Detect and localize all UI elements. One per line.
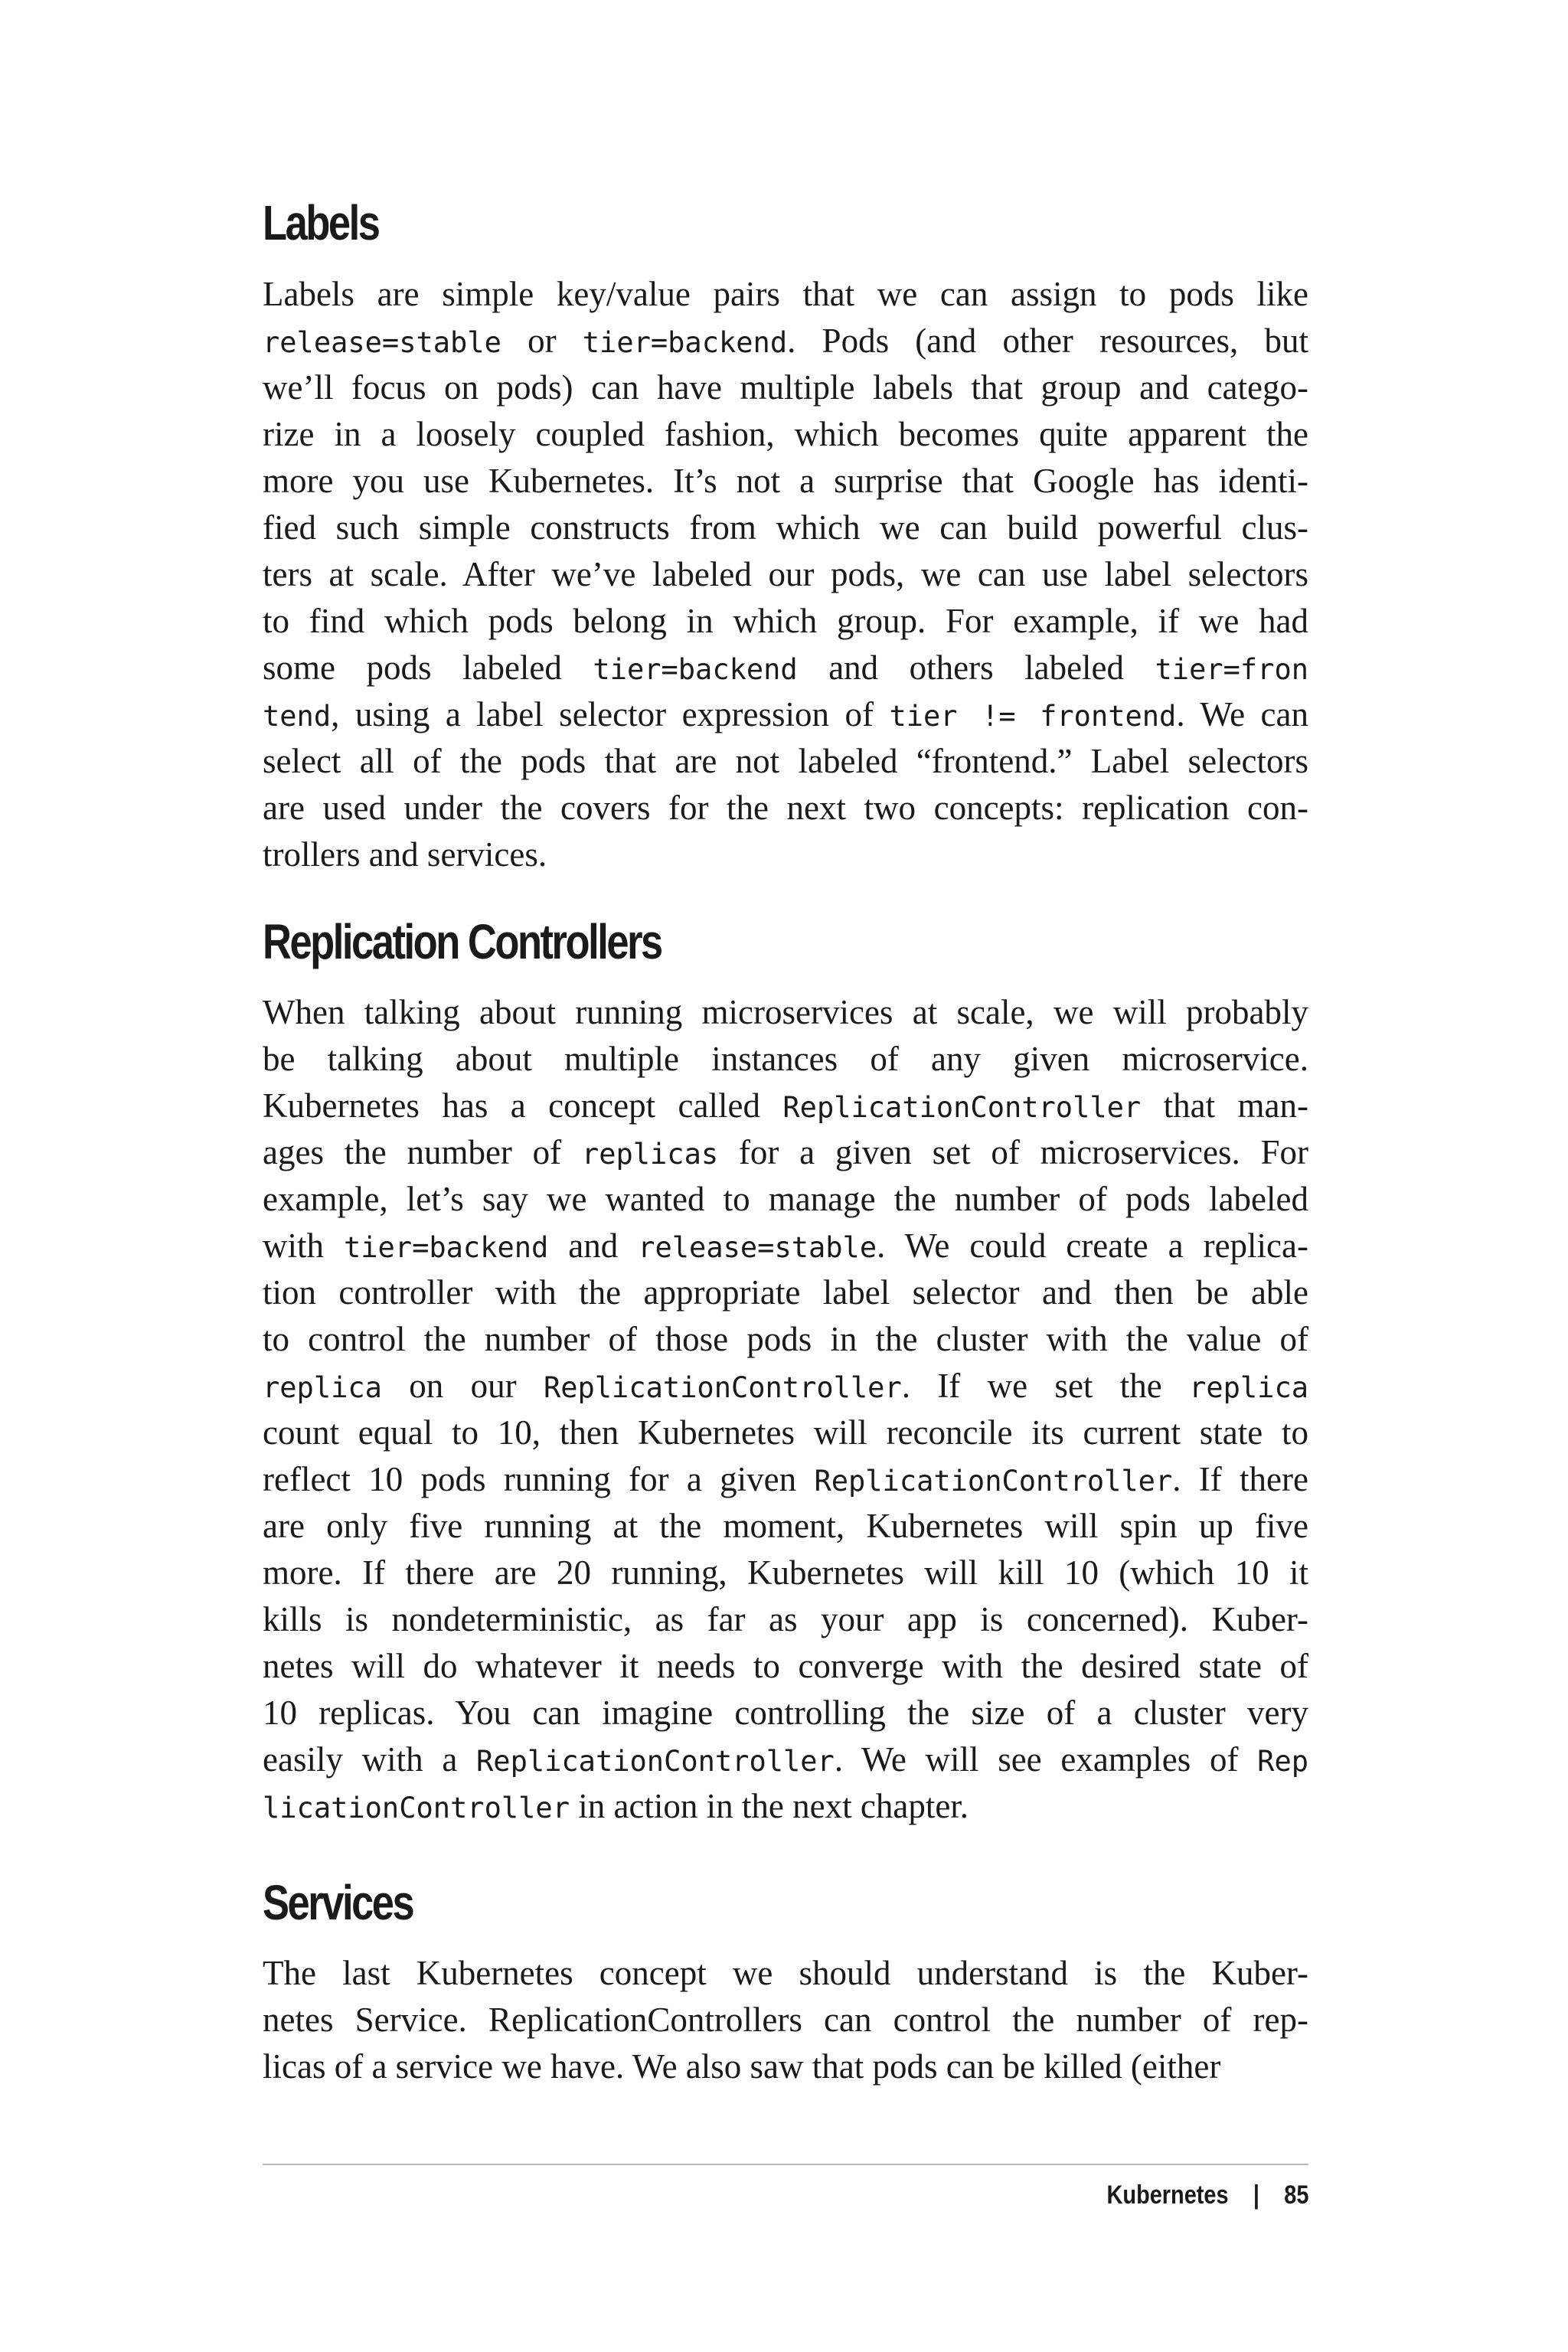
text-line <box>263 271 1308 318</box>
inline-code: tend <box>263 700 332 733</box>
text-line <box>263 318 1308 364</box>
footer-separator: | <box>1253 2180 1259 2210</box>
text-line <box>263 645 1308 691</box>
text-run: . We can <box>1176 695 1308 733</box>
text-run: ters at scale. After we’ve labeled our pods, we can use label selectors <box>263 555 1308 593</box>
text-line <box>263 1950 1308 1997</box>
text-run: we’ll focus on pods) can have multiple labels that group and catego- <box>263 368 1308 407</box>
text-line <box>263 1410 1308 1456</box>
text-line <box>263 989 1308 1036</box>
text-line <box>263 1736 1308 1783</box>
text-line <box>263 1129 1308 1176</box>
text-run: rize in a loosely coupled fashion, which becomes quite apparent the <box>263 415 1308 453</box>
text-run: kills is nondeterministic, as far as your app is concerned). Kuber- <box>263 1600 1308 1638</box>
inline-code: licationController <box>263 1792 570 1824</box>
text-run: example, let’s say we wanted to manage the number of pods labeled <box>263 1180 1308 1218</box>
text-run: and <box>548 1227 639 1265</box>
text-run: to find which pods belong in which group. For example, if we had <box>263 602 1308 640</box>
text-run: . If we set the <box>901 1367 1190 1405</box>
text-run: . Pods (and other resources, but <box>787 322 1308 360</box>
text-line <box>263 1596 1308 1643</box>
text-run: The last Kubernetes concept we should understand is the Kuber- <box>263 1954 1308 1992</box>
footer-rule <box>263 2164 1308 2165</box>
paragraph-services <box>263 1950 1308 2090</box>
text-line <box>263 551 1308 598</box>
inline-code: ReplicationController <box>543 1371 902 1404</box>
text-run: , using a label selector expression of <box>331 695 890 733</box>
paragraph-labels <box>263 271 1308 878</box>
text-run: netes Service. ReplicationControllers can control the number of rep- <box>263 2001 1308 2039</box>
text-line <box>263 2043 1308 2090</box>
text-run: trollers and services. <box>263 835 547 874</box>
text-line <box>263 1176 1308 1223</box>
text-run: easily with a <box>263 1740 477 1779</box>
text-run: for a given set of microservices. For <box>718 1133 1308 1171</box>
text-run: or <box>501 322 583 360</box>
inline-code: ReplicationController <box>476 1745 835 1778</box>
paragraph-replication-controllers <box>263 989 1308 1830</box>
text-run: more. If there are 20 running, Kubernetes will kill 10 (which 10 it <box>263 1553 1308 1592</box>
inline-code: tier=fron <box>1155 653 1308 686</box>
text-run: in action in the next chapter. <box>569 1787 969 1825</box>
text-run: Labels are simple key/value pairs that we can assign to pods like <box>263 275 1308 313</box>
text-run: fied such simple constructs from which we can build powerful clus- <box>263 508 1308 547</box>
text-run: that man- <box>1141 1086 1308 1125</box>
inline-code: tier=backend <box>593 653 798 686</box>
text-run: . If there <box>1172 1460 1308 1498</box>
text-line <box>263 1783 1308 1830</box>
text-run: 10 replicas. You can imagine controlling the size of a cluster very <box>263 1694 1308 1732</box>
inline-code: release=stable <box>638 1231 877 1264</box>
text-line <box>263 1997 1308 2043</box>
text-line <box>263 1456 1308 1503</box>
heading-replication-controllers: Replication Controllers <box>263 914 662 969</box>
text-run: and others labeled <box>797 648 1155 687</box>
text-line <box>263 1036 1308 1083</box>
text-run: tion controller with the appropriate label selector and then be able <box>263 1273 1308 1312</box>
text-run: be talking about multiple instances of any given microservice. <box>263 1040 1308 1078</box>
text-run: with <box>263 1227 344 1265</box>
inline-code: replica <box>263 1371 382 1404</box>
text-line <box>263 1316 1308 1363</box>
text-run: licas of a service we have. We also saw that pods can be killed (either <box>263 2047 1221 2086</box>
heading-services: Services <box>263 1875 413 1930</box>
text-run: are only five running at the moment, Kubernetes will spin up five <box>263 1507 1308 1545</box>
text-line <box>263 1643 1308 1690</box>
text-run: select all of the pods that are not labeled “frontend.” Label selectors <box>263 742 1308 780</box>
text-run: reflect 10 pods running for a given <box>263 1460 815 1498</box>
inline-code: release=stable <box>263 326 501 359</box>
text-line <box>263 1690 1308 1736</box>
text-line <box>263 738 1308 785</box>
text-run: . We will see examples of <box>834 1740 1258 1779</box>
text-line <box>263 411 1308 458</box>
text-run: netes will do whatever it needs to converge with the desired state of <box>263 1647 1308 1685</box>
text-line <box>263 458 1308 505</box>
text-line <box>263 691 1308 738</box>
text-line <box>263 1269 1308 1316</box>
text-run: When talking about running microservices at scale, we will probably <box>263 993 1308 1031</box>
page-number: 85 <box>1283 2180 1308 2210</box>
heading-labels: Labels <box>263 195 379 250</box>
inline-code: Rep <box>1257 1745 1308 1778</box>
text-run: are used under the covers for the next two concepts: replication con- <box>263 789 1308 827</box>
inline-code: ReplicationController <box>782 1091 1142 1124</box>
inline-code: replica <box>1189 1371 1308 1404</box>
text-run: . We could create a replica- <box>877 1227 1308 1265</box>
text-line <box>263 1083 1308 1129</box>
text-run: to control the number of those pods in the cluster with the value of <box>263 1320 1308 1358</box>
inline-code: tier != frontend <box>889 700 1177 733</box>
text-run: some pods labeled <box>263 648 593 687</box>
text-line <box>263 1363 1308 1410</box>
text-line <box>263 505 1308 551</box>
text-line <box>263 1223 1308 1269</box>
text-run: count equal to 10, then Kubernetes will reconcile its current state to <box>263 1413 1308 1452</box>
footer-chapter-title: Kubernetes <box>1106 2180 1229 2210</box>
running-footer <box>1106 2176 1308 2214</box>
inline-code: replicas <box>581 1138 719 1171</box>
text-run: on our <box>381 1367 544 1405</box>
inline-code: tier=backend <box>582 326 788 359</box>
text-line <box>263 598 1308 645</box>
text-line <box>263 1550 1308 1596</box>
text-run: Kubernetes has a concept called <box>263 1086 783 1125</box>
text-run: ages the number of <box>263 1133 582 1171</box>
text-run: more you use Kubernetes. It’s not a surprise that Google has identi- <box>263 462 1308 500</box>
text-line <box>263 1503 1308 1550</box>
text-line <box>263 364 1308 411</box>
inline-code: tier=backend <box>343 1231 549 1264</box>
text-line <box>263 831 1308 878</box>
text-line <box>263 785 1308 831</box>
inline-code: ReplicationController <box>814 1465 1173 1498</box>
